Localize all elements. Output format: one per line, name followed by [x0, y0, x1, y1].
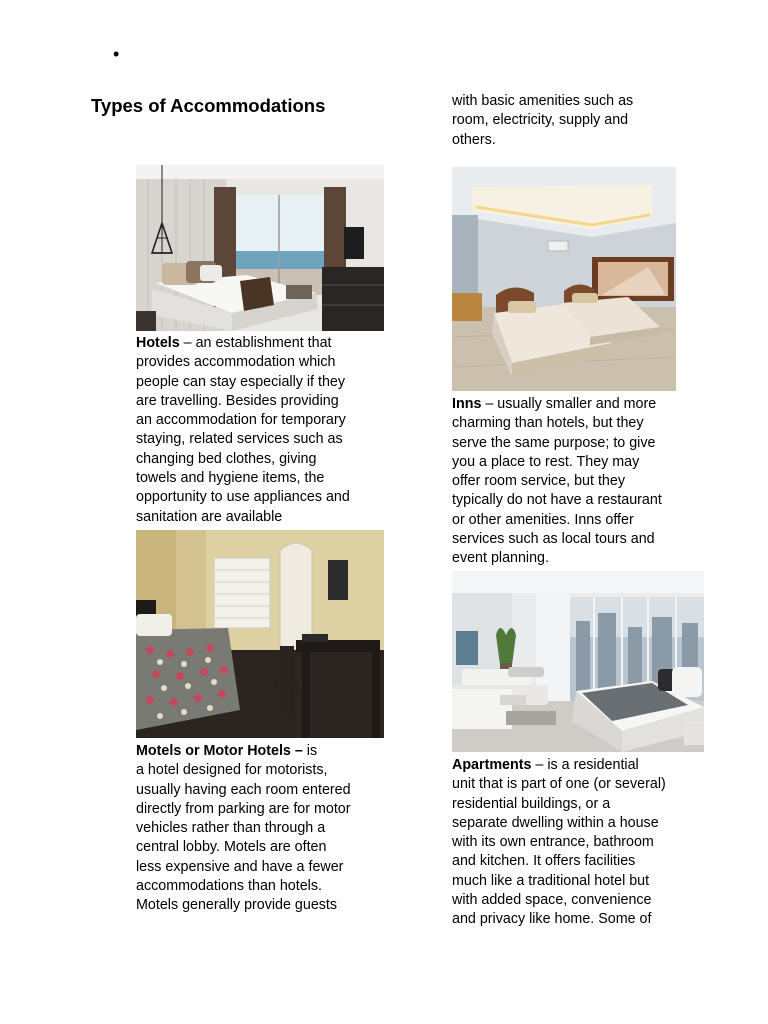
continuation-paragraph [452, 92, 633, 150]
text-line [452, 756, 666, 775]
text-line: are travelling. Besides providing [136, 392, 339, 409]
inns-term: Inns [452, 396, 482, 412]
text-line: with added space, convenience [452, 892, 652, 909]
text-line: or other amenities. Inns offer [452, 511, 634, 528]
motels-line-0: is [302, 743, 318, 759]
hotels-paragraph [136, 334, 350, 527]
motel-room-photo [136, 530, 384, 738]
inns-paragraph [452, 395, 662, 569]
page-heading: Types of Accommodations [91, 95, 326, 116]
motels-paragraph [136, 742, 351, 916]
text-line: a hotel designed for motorists, [136, 762, 328, 779]
text-line [136, 334, 350, 353]
inns-line-0: – usually smaller and more [481, 396, 657, 412]
text-line: charming than hotels, but they [452, 415, 644, 432]
text-line: provides accommodation which [136, 354, 336, 371]
text-line: less expensive and have a fewer [136, 858, 344, 875]
text-line: offer room service, but they [452, 473, 625, 490]
text-line: residential buildings, or a [452, 795, 611, 812]
text-line: changing bed clothes, giving [136, 450, 317, 467]
text-line [452, 395, 662, 414]
apartments-term: Apartments [452, 757, 532, 773]
hotels-term: Hotels [136, 335, 180, 351]
text-line: opportunity to use appliances and [136, 489, 350, 506]
text-line: serve the same purpose; to give [452, 434, 656, 451]
text-line: sanitation are available [136, 508, 283, 525]
apartment-photo [452, 571, 704, 752]
apartments-paragraph [452, 756, 666, 930]
text-line [136, 742, 351, 761]
text-line: separate dwelling within a house [452, 814, 659, 831]
text-line: much like a traditional hotel but [452, 872, 650, 889]
text-line: room, electricity, supply and [452, 112, 629, 129]
text-line: you a place to rest. They may [452, 453, 640, 470]
text-line: Motels generally provide guests [136, 897, 338, 914]
text-line: staying, related services such as [136, 431, 343, 448]
text-line: usually having each room entered [136, 781, 351, 798]
text-line: and kitchen. It offers facilities [452, 853, 636, 870]
text-line: and privacy like home. Some of [452, 911, 652, 928]
apartments-line-0: – is a residential [531, 757, 639, 773]
text-line: accommodations than hotels. [136, 878, 322, 895]
text-line: typically do not have a restaurant [452, 492, 662, 509]
list-bullet: • [113, 44, 120, 64]
text-line: people can stay especially if they [136, 373, 346, 390]
text-line: with basic amenities such as [452, 93, 634, 109]
text-line: vehicles rather than through a [136, 820, 326, 837]
text-line: services such as local tours and [452, 531, 655, 548]
motels-term: Motels or Motor Hotels – [136, 743, 303, 759]
text-line: central lobby. Motels are often [136, 839, 327, 856]
text-line: unit that is part of one (or several) [452, 776, 666, 793]
inn-room-photo [452, 167, 676, 391]
text-line: an accommodation for temporary [136, 412, 346, 429]
text-line: event planning. [452, 550, 549, 567]
text-line: others. [452, 131, 496, 148]
hotel-room-photo [136, 165, 384, 331]
hotels-line-0: – an establishment that [179, 335, 332, 351]
text-line: directly from parking are for motor [136, 800, 351, 817]
text-line: towels and hygiene items, the [136, 470, 325, 487]
text-line: with its own entrance, bathroom [452, 834, 654, 851]
